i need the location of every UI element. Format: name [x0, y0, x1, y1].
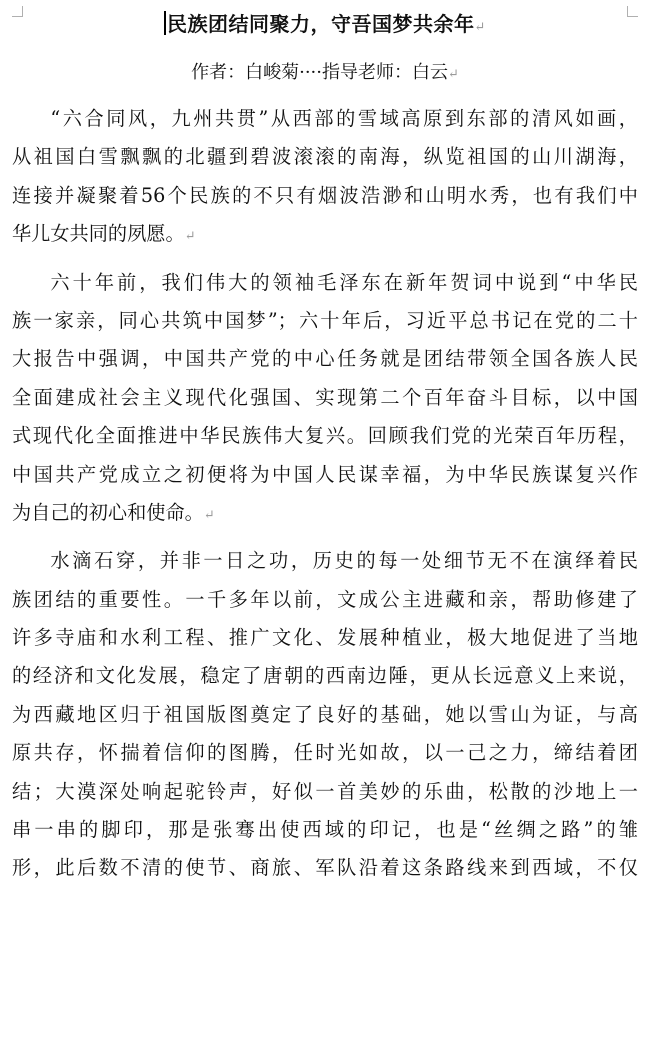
text-line: 串一串的脚印，那是张骞出使西域的印记，也是“丝绸之路”的雏 — [12, 818, 638, 842]
paragraph-mark-icon: ↵ — [474, 20, 486, 35]
text-line: 的经济和文化发展，稳定了唐朝的西南边陲，更从长远意义上来说， — [12, 664, 638, 688]
text-line: 原共存，怀揣着信仰的图腾，任时光如故，以一己之力，缔结着团 — [12, 741, 638, 765]
text-line-end — [12, 494, 638, 532]
document-body[interactable] — [12, 100, 638, 888]
paragraph-2[interactable] — [12, 264, 638, 533]
text-line: 族团结的重要性。一千多年以前，文成公主进藏和亲，帮助修建了 — [12, 587, 638, 611]
author-byline-line[interactable] — [0, 58, 650, 90]
text-line: 中国共产党成立之初便将为中国人民谋幸福，为中华民族谋复兴作 — [12, 462, 638, 486]
text-line: 连接并凝聚着56个民族的不只有烟波浩渺和山明水秀，也有我们中 — [12, 183, 638, 207]
paragraph-1[interactable] — [12, 100, 638, 254]
text-line: 从祖国白雪飘飘的北疆到碧波滚滚的南海，纵览祖国的山川湖海， — [12, 145, 638, 169]
text-cursor — [164, 11, 166, 35]
paragraph-mark-icon: ↵ — [447, 67, 459, 82]
text-line-end — [12, 215, 638, 253]
text-line: 为西藏地区归于祖国版图奠定了良好的基础，她以雪山为证，与高 — [12, 702, 638, 726]
text-line: 大报告中强调，中国共产党的中心任务就是团结带领全国各族人民 — [12, 347, 638, 371]
document-title: 民族团结同聚力，守吾国梦共余年 — [167, 12, 475, 36]
text-line: 六十年前，我们伟大的领袖毛泽东在新年贺词中说到“中华民 — [50, 270, 638, 294]
text-line: 全面建成社会主义现代化强国、实现第二个百年奋斗目标，以中国 — [12, 385, 638, 409]
text-line: 为自己的初心和使命。 — [12, 500, 204, 524]
document-title-line[interactable] — [0, 8, 650, 44]
paragraph-mark-icon: ↵ — [203, 507, 215, 523]
text-line: 结；大漠深处响起驼铃声，好似一首美妙的乐曲，松散的沙地上一 — [12, 779, 638, 803]
text-line: 形，此后数不清的使节、商旅、军队沿着这条路线来到西域，不仅 — [12, 856, 638, 880]
text-line: 式现代化全面推进中华民族伟大复兴。回顾我们党的光荣百年历程， — [12, 424, 638, 448]
text-line: 族一家亲，同心共筑中国梦”；六十年后，习近平总书记在党的二十 — [12, 308, 638, 332]
author-byline: 作者：白峻菊····指导老师：白云 — [191, 62, 448, 83]
text-line: “六合同风，九州共贯”从西部的雪域高原到东部的清风如画， — [50, 107, 638, 130]
text-line: 水滴石穿，并非一日之功，历史的每一处细节无不在演绎着民 — [50, 549, 638, 573]
paragraph-mark-icon: ↵ — [184, 229, 196, 245]
paragraph-3[interactable] — [12, 542, 638, 888]
text-line: 许多寺庙和水利工程、推广文化、发展种植业，极大地促进了当地 — [12, 626, 638, 650]
text-line: 华儿女共同的夙愿。 — [12, 222, 185, 246]
